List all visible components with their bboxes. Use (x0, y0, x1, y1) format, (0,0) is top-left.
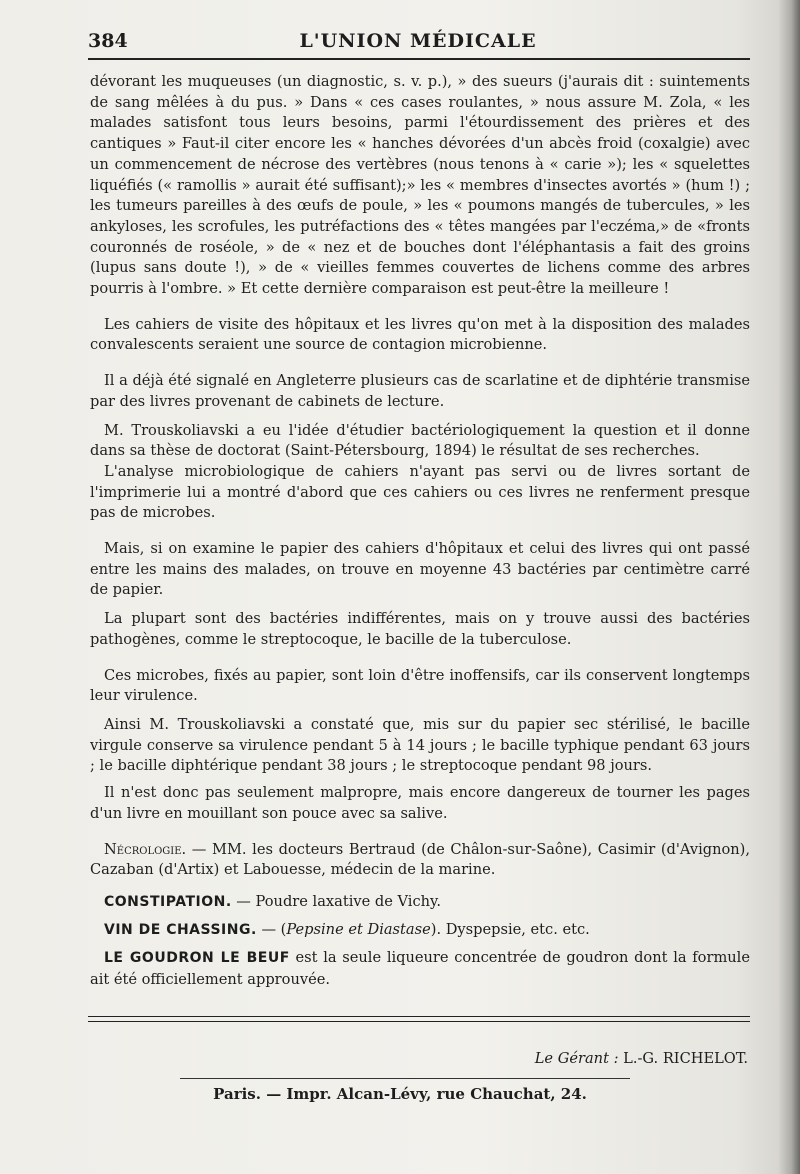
paragraph: Ainsi M. Trouskoliavski a constaté que, mis sur du papier sec stérilisé, le bacille virgule conserve sa virulence pendant 5 à 14 jours ; le bacille typhique pendant 63 jours ; le bacille diphtérique pendant 38 jours ; le streptocoque pendant 98 jours. (90, 715, 750, 775)
imprint: Paris. — Impr. Alcan-Lévy, rue Chauchat, 24. (213, 1085, 587, 1103)
paragraph: M. Trouskoliavski a eu l'idée d'étudier bactériologiquement la question et il donne dans sa thèse de doctorat (Saint-Pétersbourg, 1894) le résultat de ses recherches. (90, 421, 750, 460)
paragraph: Mais, si on examine le papier des cahiers d'hôpitaux et celui des livres qui ont passé entre les mains des malades, on trouve en moyenne 43 bactéries par centimètre carré de papier. (90, 540, 750, 599)
paragraph: Ces microbes, fixés au papier, sont loin d'être inoffensifs, car ils conservent longtemps leur virulence. (90, 666, 750, 705)
imprint-rule (180, 1078, 630, 1079)
paragraph: L'analyse microbiologique de cahiers n'ayant pas servi ou de livres sortant de l'imprimerie lui a montré d'abord que ces cahiers ou ces livres ne renferment presque pas de microbes. (90, 462, 750, 522)
advertisement-constipation (90, 891, 750, 913)
page-edge-shadow (778, 0, 800, 1174)
ad-name: VIN DE CHASSING. (104, 921, 257, 938)
running-title: L'UNION MÉDICALE (299, 30, 537, 52)
necrologie-notice (90, 840, 750, 881)
gerant-name: L.-G. RICHELOT. (623, 1050, 748, 1067)
advertisement-goudron (90, 947, 750, 991)
ad-text: est la seule liqueure concentrée de goudron dont la formule ait été officiellement approuvée. (90, 948, 750, 988)
paragraph: Les cahiers de visite des hôpitaux et les livres qu'on met à la disposition des malades convalescents seraient une source de contagion microbienne. (90, 315, 750, 354)
gerant-signature (535, 1050, 748, 1067)
paragraph: La plupart sont des bactéries indifférentes, mais on y trouve aussi des bactéries pathogènes, comme le streptocoque, le bacille de la tuberculose. (90, 610, 750, 648)
ad-name: CONSTIPATION. (104, 893, 232, 910)
paragraph: Il a déjà été signalé en Angleterre plusieurs cas de scarlatine et de diphtérie transmise par des livres provenant de cabinets de lecture. (90, 372, 750, 410)
necrologie-label: Nécrologie. (104, 840, 187, 858)
ad-italic: Pepsine et Diastase (286, 920, 431, 938)
paragraph: dévorant les muqueuses (un diagnostic, s. v. p.), » des sueurs (j'aurais dit : suintements de sang mêlées à du pus. » Dans « ces cases roulantes, » nous assure M. Zola, « les malades satisfont tous leurs besoins, parmi l'étourdissement des prières et des cantiques » Faut-il citer encore les « hanches dévorées d'un abcès froid (coxalgie) avec un commencement de nécrose des vertèbres (nous tenons à « carie »); les « squelettes liquéfiés (« ramollis » aurait été suffisant);» les « membres d'insectes avortés » (hum !) ; les tumeurs pareilles à des œufs de poule, » les « poumons mangés de tubercules, » les ankyloses, les scrofules, les putréfactions des « têtes mangées par l'eczéma,» de «fronts couronnés de roséole, » de « nez et de bouches dont l'éléphantasis a fait des groins (lupus sans doute !), » de « vieilles femmes couvertes de lichens comme des arbres pourris à l'ombre. » Et cette dernière comparaison est peut-être la meilleure ! (90, 73, 750, 298)
paragraph: Il n'est donc pas seulement malpropre, mais encore dangereux de tourner les pages d'un livre en mouillant son pouce avec sa salive. (90, 784, 750, 822)
ad-text: — ( (261, 920, 287, 938)
gerant-label: Le Gérant : (534, 1050, 619, 1067)
ad-tail: ). Dyspepsie, etc. etc. (430, 920, 590, 938)
advertisement-vin-de-chassing (90, 919, 750, 941)
footer-rule-bottom (88, 1021, 750, 1022)
ad-name: LE GOUDRON LE BEUF (104, 949, 290, 966)
necrologie-text: — MM. les docteurs Bertraud (de Châlon-sur-Saône), Casimir (d'Avignon), Cazaban (d'Artix) et Labouesse, médecin de la marine. (90, 840, 750, 879)
ad-text: — Poudre laxative de Vichy. (236, 892, 441, 910)
page-number: 384 (88, 30, 128, 52)
article-body (90, 72, 750, 991)
header-rule (88, 58, 750, 60)
footer-rule-top (88, 1016, 750, 1017)
page-header (88, 24, 748, 58)
